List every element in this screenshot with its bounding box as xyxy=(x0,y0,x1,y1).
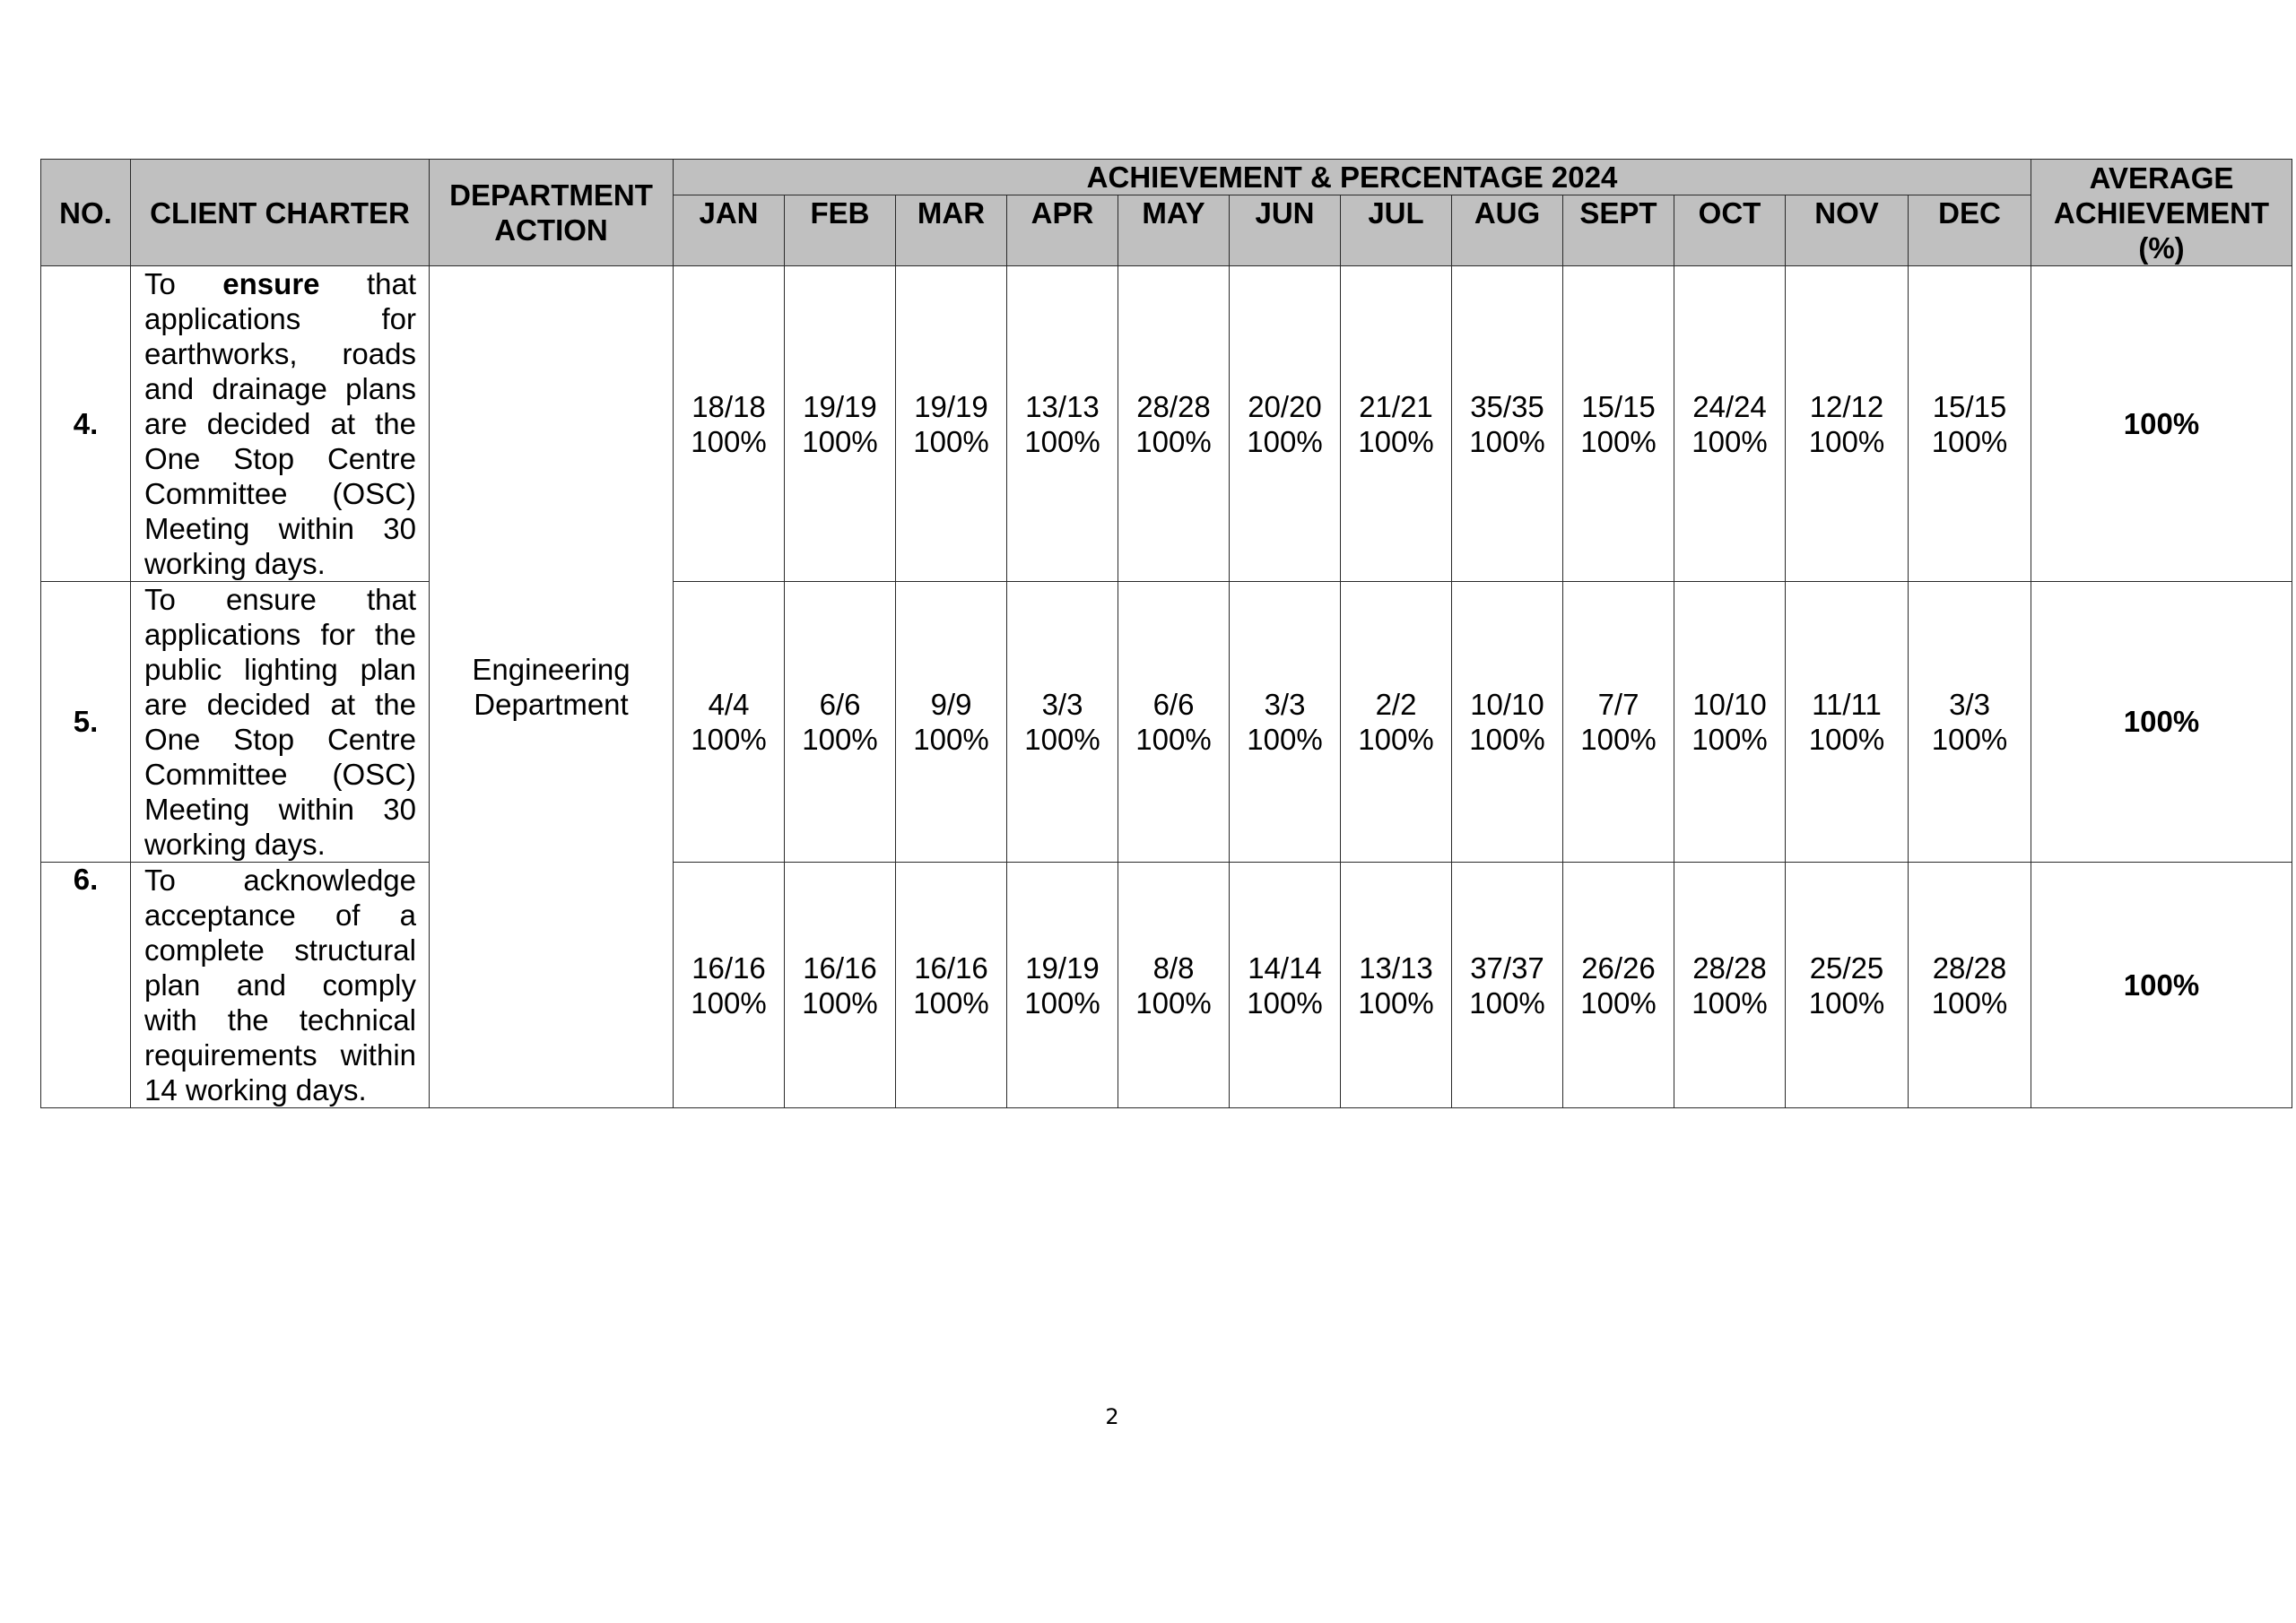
month-cell xyxy=(1118,266,1230,582)
percentage: 100% xyxy=(1024,985,1100,1020)
month-cell xyxy=(1909,863,2031,1108)
header-month: DEC xyxy=(1909,195,2031,266)
header-month: MAR xyxy=(896,195,1007,266)
month-cell xyxy=(1341,582,1452,863)
count: 20/20 xyxy=(1248,389,1322,423)
percentage: 100% xyxy=(1135,985,1212,1020)
percentage: 100% xyxy=(1024,424,1100,458)
percentage: 100% xyxy=(1808,424,1885,458)
month-cell xyxy=(1118,582,1230,863)
percentage: 100% xyxy=(913,985,989,1020)
header-no: NO. xyxy=(41,160,131,266)
count: 25/25 xyxy=(1809,950,1884,985)
count: 15/15 xyxy=(1581,389,1656,423)
count: 16/16 xyxy=(691,950,766,985)
percentage: 100% xyxy=(1692,723,1768,756)
month-cell xyxy=(1341,266,1452,582)
month-cell xyxy=(1674,582,1786,863)
average-achievement: 100% xyxy=(2031,863,2292,1108)
month-cell xyxy=(785,266,896,582)
percentage: 100% xyxy=(1024,723,1100,756)
percentage: 100% xyxy=(1247,985,1323,1020)
count: 10/10 xyxy=(1692,688,1767,721)
count: 19/19 xyxy=(1025,950,1100,985)
client-charter-text xyxy=(131,266,430,582)
percentage: 100% xyxy=(1931,723,2008,756)
month-cell xyxy=(785,863,896,1108)
percentage: 100% xyxy=(1692,424,1768,458)
month-cell xyxy=(674,266,785,582)
row-number: 5. xyxy=(41,582,131,863)
average-achievement: 100% xyxy=(2031,582,2292,863)
month-cell xyxy=(1563,863,1674,1108)
count: 26/26 xyxy=(1581,950,1656,985)
percentage: 100% xyxy=(802,424,878,458)
month-cell xyxy=(1786,863,1909,1108)
count: 28/28 xyxy=(1932,950,2007,985)
percentage: 100% xyxy=(691,723,767,756)
count: 3/3 xyxy=(1041,688,1083,721)
header-achievement: ACHIEVEMENT & PERCENTAGE 2024 xyxy=(674,160,2031,195)
month-cell xyxy=(1230,266,1341,582)
month-cell xyxy=(1230,582,1341,863)
month-cell xyxy=(1786,266,1909,582)
row-number: 6. xyxy=(41,863,131,1108)
count: 15/15 xyxy=(1932,389,2007,423)
average-achievement: 100% xyxy=(2031,266,2292,582)
header-month: JUN xyxy=(1230,195,1341,266)
percentage: 100% xyxy=(1247,424,1323,458)
header-month: AUG xyxy=(1452,195,1563,266)
header-average-achievement: AVERAGE ACHIEVEMENT (%) xyxy=(2031,160,2292,266)
percentage: 100% xyxy=(1808,985,1885,1020)
percentage: 100% xyxy=(1135,424,1212,458)
count: 6/6 xyxy=(1152,688,1195,721)
month-cell xyxy=(1452,582,1563,863)
percentage: 100% xyxy=(1692,985,1768,1020)
client-charter-text: To acknowledge acceptance of a complete structural plan and comply with the technical requirements within 14 working days. xyxy=(131,863,430,1108)
percentage: 100% xyxy=(1358,723,1434,756)
percentage: 100% xyxy=(1931,424,2008,458)
header-client-charter: CLIENT CHARTER xyxy=(131,160,430,266)
count: 19/19 xyxy=(803,389,877,423)
percentage: 100% xyxy=(1135,723,1212,756)
header-month: APR xyxy=(1007,195,1118,266)
month-cell xyxy=(896,863,1007,1108)
count: 35/35 xyxy=(1470,389,1544,423)
month-cell xyxy=(1118,863,1230,1108)
month-cell xyxy=(674,582,785,863)
count: 6/6 xyxy=(819,688,861,721)
row-number: 4. xyxy=(41,266,131,582)
month-cell xyxy=(674,863,785,1108)
percentage: 100% xyxy=(1469,985,1545,1020)
table-row xyxy=(41,863,2292,1108)
percentage: 100% xyxy=(1469,723,1545,756)
count: 3/3 xyxy=(1949,688,1990,721)
page-number: 2 xyxy=(1105,1404,1119,1429)
department-action: Engineering Department xyxy=(430,266,674,1108)
count: 2/2 xyxy=(1375,688,1417,721)
percentage: 100% xyxy=(1358,424,1434,458)
percentage: 100% xyxy=(1580,424,1657,458)
count: 19/19 xyxy=(914,389,988,423)
month-cell xyxy=(1452,266,1563,582)
month-cell xyxy=(1563,266,1674,582)
charter-text-bold: ensure xyxy=(222,267,320,300)
count: 11/11 xyxy=(1812,688,1882,721)
table-row xyxy=(41,582,2292,863)
table-row xyxy=(41,266,2292,582)
month-cell xyxy=(1786,582,1909,863)
header-department-action: DEPARTMENT ACTION xyxy=(430,160,674,266)
month-cell xyxy=(1341,863,1452,1108)
percentage: 100% xyxy=(1580,985,1657,1020)
client-charter-text: To ensure that applications for the public lighting plan are decided at the One Stop Centre Committee (OSC) Meeting within 30 working days. xyxy=(131,582,430,863)
header-month: OCT xyxy=(1674,195,1786,266)
percentage: 100% xyxy=(913,424,989,458)
charter-text-pre: To xyxy=(144,267,223,300)
count: 24/24 xyxy=(1692,389,1767,423)
month-cell xyxy=(1674,863,1786,1108)
count: 16/16 xyxy=(914,950,988,985)
count: 14/14 xyxy=(1248,950,1322,985)
count: 7/7 xyxy=(1597,688,1639,721)
count: 28/28 xyxy=(1692,950,1767,985)
percentage: 100% xyxy=(691,985,767,1020)
percentage: 100% xyxy=(1580,723,1657,756)
count: 28/28 xyxy=(1136,389,1211,423)
month-cell xyxy=(896,582,1007,863)
header-month: MAY xyxy=(1118,195,1230,266)
count: 8/8 xyxy=(1152,950,1195,985)
count: 37/37 xyxy=(1470,950,1544,985)
percentage: 100% xyxy=(1808,723,1885,756)
percentage: 100% xyxy=(1931,985,2008,1020)
month-cell xyxy=(896,266,1007,582)
count: 21/21 xyxy=(1359,389,1433,423)
percentage: 100% xyxy=(1358,985,1434,1020)
header-month: JUL xyxy=(1341,195,1452,266)
percentage: 100% xyxy=(1247,723,1323,756)
month-cell xyxy=(1674,266,1786,582)
header-month: FEB xyxy=(785,195,896,266)
count: 9/9 xyxy=(930,688,972,721)
month-cell xyxy=(785,582,896,863)
charter-text-post: that applications for earthworks, roads and drainage plans are decided at the One Stop Centre Committee (OSC) Meeting within 30 working days. xyxy=(144,267,416,580)
count: 13/13 xyxy=(1025,389,1100,423)
header-month: SEPT xyxy=(1563,195,1674,266)
count: 4/4 xyxy=(708,688,750,721)
count: 16/16 xyxy=(803,950,877,985)
month-cell xyxy=(1007,582,1118,863)
month-cell xyxy=(1230,863,1341,1108)
percentage: 100% xyxy=(1469,424,1545,458)
header-month: JAN xyxy=(674,195,785,266)
count: 18/18 xyxy=(691,389,766,423)
count: 3/3 xyxy=(1264,688,1306,721)
count: 12/12 xyxy=(1809,389,1884,423)
percentage: 100% xyxy=(913,723,989,756)
count: 10/10 xyxy=(1470,688,1544,721)
client-charter-table xyxy=(40,159,2292,1108)
header-month: NOV xyxy=(1786,195,1909,266)
count: 13/13 xyxy=(1359,950,1433,985)
month-cell xyxy=(1007,266,1118,582)
percentage: 100% xyxy=(802,985,878,1020)
percentage: 100% xyxy=(691,424,767,458)
month-cell xyxy=(1909,582,2031,863)
month-cell xyxy=(1452,863,1563,1108)
month-cell xyxy=(1563,582,1674,863)
percentage: 100% xyxy=(802,723,878,756)
month-cell xyxy=(1909,266,2031,582)
month-cell xyxy=(1007,863,1118,1108)
